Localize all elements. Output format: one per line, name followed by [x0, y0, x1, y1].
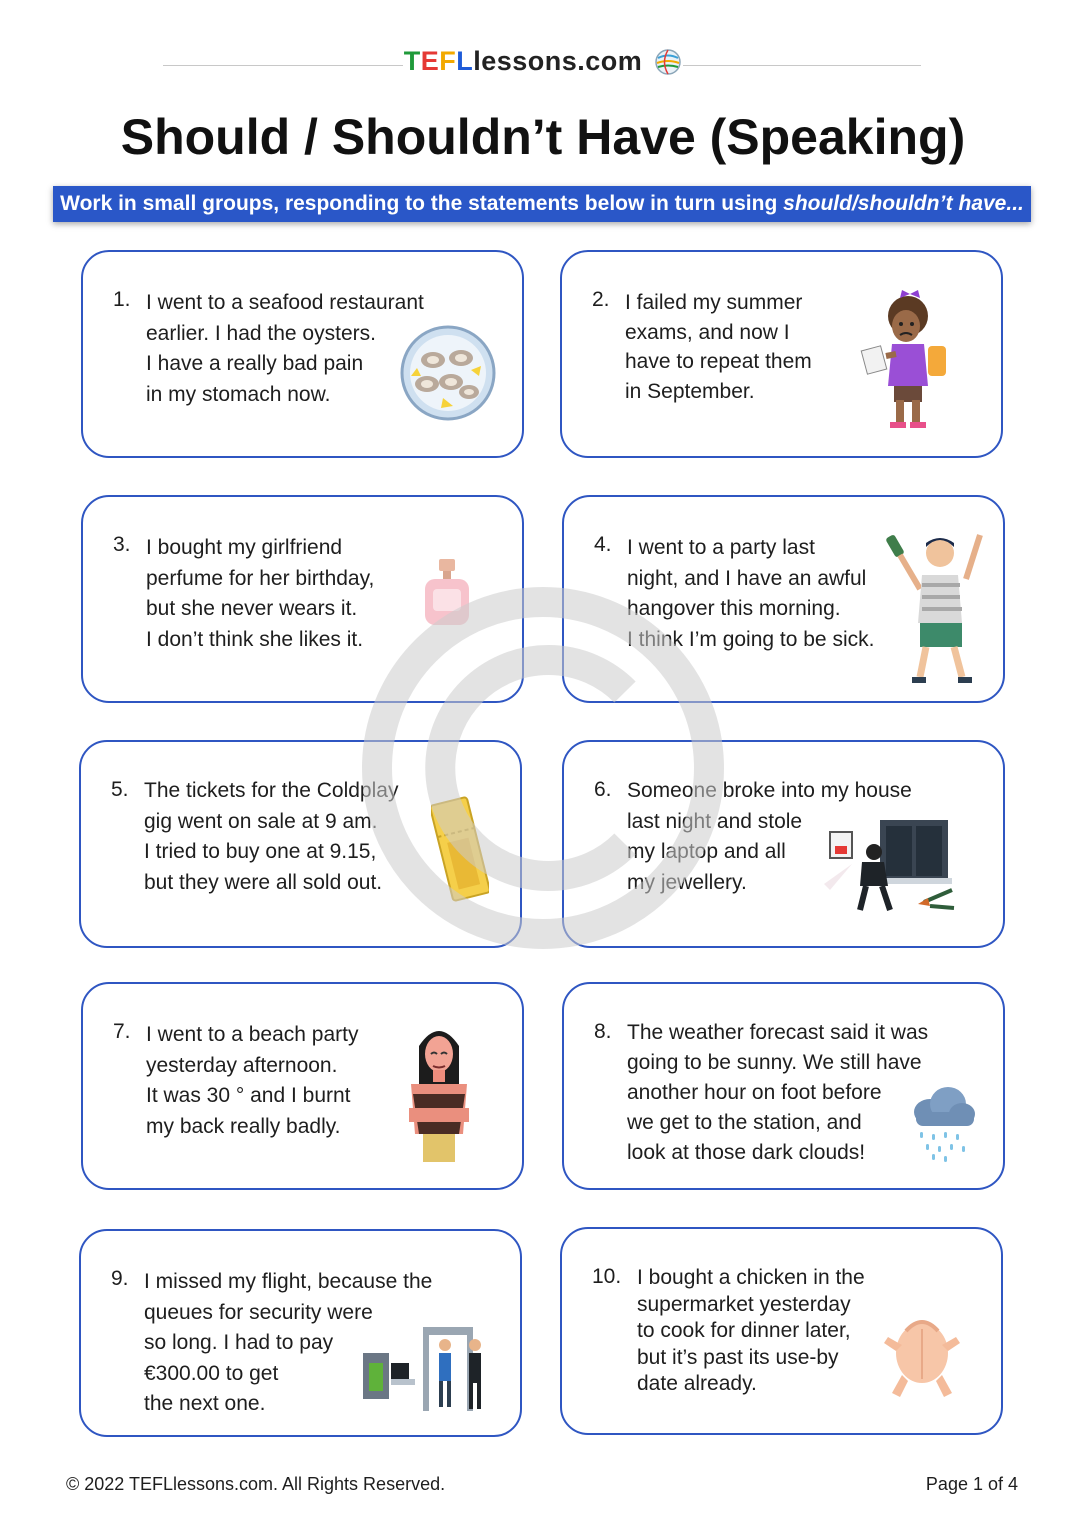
perfume-bottle-icon [419, 557, 475, 627]
card-number: 8. [594, 1020, 612, 1043]
copyright-text: © 2022 TEFLlessons.com. All Rights Reserved. [66, 1474, 446, 1494]
instruction-italic: should/shouldn’t have... [783, 192, 1024, 215]
airport-security-icon [361, 1323, 491, 1415]
rain-cloud-icon [908, 1084, 976, 1162]
statement-card-9 [79, 1229, 522, 1437]
statement-card-6 [562, 740, 1005, 948]
burglar-icon [822, 816, 962, 916]
statement-card-5 [79, 740, 522, 948]
page-number: Page 1 of 4 [925, 1474, 1018, 1494]
instruction-banner [53, 186, 1031, 222]
concert-ticket-icon [431, 796, 489, 902]
card-number: 4. [594, 533, 612, 556]
card-text: Someone broke into my house last night and stole my laptop and all my jewellery. [627, 779, 912, 894]
card-number: 10. [592, 1265, 622, 1288]
statement-card-3 [81, 495, 524, 703]
instruction-text: Work in small groups, responding to the statements below in turn using [60, 192, 784, 215]
card-text: I bought my girlfriend perfume for her birthday, but she never wears it. I don’t think she likes it. [146, 536, 375, 651]
card-number: 7. [113, 1020, 131, 1043]
raw-chicken-icon [880, 1311, 964, 1401]
oysters-plate-icon [399, 324, 497, 422]
card-number: 3. [113, 533, 131, 556]
card-text: I went to a party last night, and I have an awful hangover this morning. I think I’m going to be sick. [627, 536, 875, 651]
card-text: I missed my flight, because the queues for security were so long. I had to pay €300.00 to get the next one. [144, 1270, 433, 1415]
party-man-icon [884, 531, 992, 687]
card-text: The tickets for the Coldplay gig went on sale at 9 am. I tried to buy one at 9.15, but they were all sold out. [144, 779, 399, 894]
page-title: Should / Shouldn’t Have (Speaking) [120, 109, 966, 165]
card-number: 6. [594, 778, 612, 801]
statement-card-2 [560, 250, 1003, 458]
card-number: 5. [111, 778, 129, 801]
card-text: I went to a seafood restaurant earlier. I had the oysters. I have a really bad pain in my stomach now. [146, 291, 424, 406]
statement-card-7 [81, 982, 524, 1190]
card-text: I went to a beach party yesterday afternoon. It was 30 ° and I burnt my back really badly. [146, 1023, 359, 1138]
site-logo[interactable]: TEFLlessons.com [0, 46, 1086, 77]
card-number: 2. [592, 288, 610, 311]
card-number: 1. [113, 288, 131, 311]
sunburnt-woman-icon [401, 1024, 477, 1164]
statement-card-10 [560, 1227, 1003, 1435]
statement-card-4 [562, 495, 1005, 703]
card-text: The weather forecast said it was going to be sunny. We still have another hour on foot before we get to the station, and look at those dark clouds! [627, 1021, 929, 1164]
statement-card-1 [81, 250, 524, 458]
card-number: 9. [111, 1267, 129, 1290]
statement-card-8 [562, 982, 1005, 1190]
card-text: I bought a chicken in the supermarket yesterday to cook for dinner later, but it’s past its use-by date already. [637, 1266, 865, 1395]
card-text: I failed my summer exams, and now I have to repeat them in September. [625, 291, 812, 403]
sad-student-icon [858, 290, 952, 432]
globe-icon [654, 48, 682, 76]
